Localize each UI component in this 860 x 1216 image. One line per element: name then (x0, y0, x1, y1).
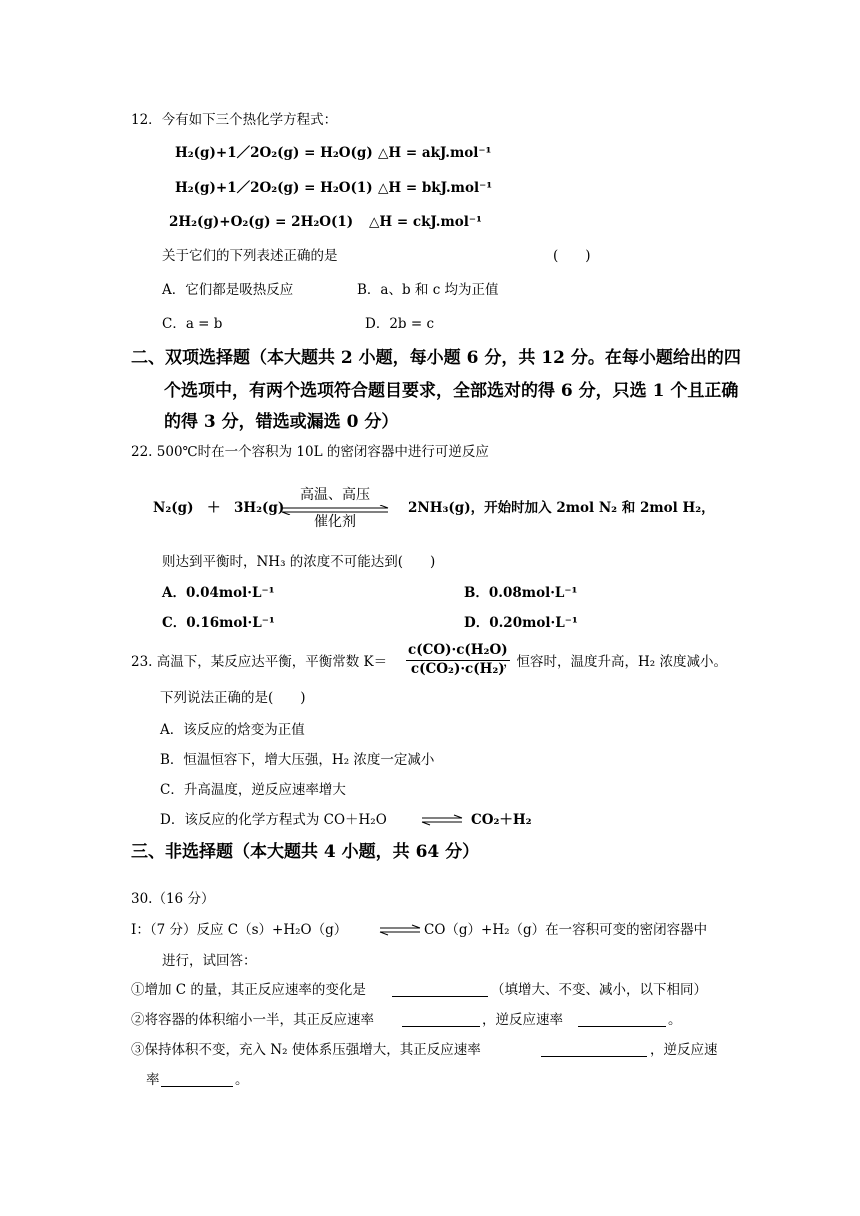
q30-item-2-middle: ，逆反应速率 (482, 1012, 563, 1028)
q30-item-1-suffix: （填增大、不变、减小，以下相同） (491, 982, 707, 998)
q23-option-d-products: CO₂＋H₂ (471, 812, 532, 828)
q12-equation-2: H₂(g)+1／2O₂(g) = H₂O(1) (175, 180, 373, 196)
q22-stem: 22. 500℃时在一个容积为 10L 的密闭容器中进行可逆反应 (131, 444, 489, 460)
q23-stem-suffix: ，恒容时，温度升高，H₂ 浓度减小。 (503, 654, 727, 670)
section-2-heading-line-2: 个选项中，有两个选项符合题目要求，全部选对的得 6 分，只选 1 个且正确 (164, 381, 739, 401)
q22-condition-top: 高温、高压 (300, 487, 370, 503)
q23-option-d-prefix: D．该反应的化学方程式为 CO＋H₂O (160, 812, 387, 828)
q22-reactants: N₂(g) ＋ 3H₂(g) (153, 500, 285, 516)
q22-question: 则达到平衡时，NH₃ 的浓度不可能达到( ) (162, 554, 436, 570)
q12-option-a: A．它们都是吸热反应 (162, 282, 294, 298)
q30-item-3-prefix: ③保持体积不变，充入 N₂ 使体系压强增大，其正反应速率 (131, 1042, 481, 1058)
q23-fraction-denominator: c(CO₂)·c(H₂) (410, 660, 505, 677)
q30-item-2-suffix: 。 (668, 1012, 682, 1028)
q30-item-2-reverse-rate-blank[interactable] (578, 1014, 666, 1027)
q12-equation-3-enthalpy: △H = ckJ.mol⁻¹ (369, 214, 482, 230)
q30-item-3-middle: ，逆反应速 (650, 1042, 718, 1058)
q30-item-3-continued: 率 (146, 1072, 160, 1088)
q12-answer-bracket: ( ) (553, 248, 591, 264)
reversible-arrow-icon (378, 924, 422, 936)
q22-option-a: A．0.04mol·L⁻¹ (162, 585, 275, 601)
q30-item-1-prefix: ①增加 C 的量，其正反应速率的变化是 (131, 982, 366, 998)
q22-option-b: B．0.08mol·L⁻¹ (464, 585, 578, 601)
q30-item-1-answer-blank[interactable] (392, 984, 488, 997)
q23-equilibrium-fraction (406, 644, 510, 676)
q12-option-d: D．2b = c (365, 316, 435, 332)
q23-stem-prefix: 23. 高温下，某反应达平衡，平衡常数 K＝ (131, 654, 388, 670)
q30-item-3-forward-rate-blank[interactable] (541, 1044, 647, 1057)
q22-products: 2NH₃(g)，开始时加入 2mol N₂ 和 2mol H₂， (408, 500, 715, 516)
q12-option-b: B．a、b 和 c 均为正值 (357, 282, 499, 298)
q12-equation-1: H₂(g)+1／2O₂(g) = H₂O(g) (175, 145, 373, 161)
q23-fraction-numerator: c(CO)·c(H₂O) (406, 644, 510, 661)
q23-option-c: C．升高温度，逆反应速率增大 (160, 782, 346, 798)
q30-item-3-suffix: 。 (235, 1072, 249, 1088)
q12-equation-3: 2H₂(g)+O₂(g) = 2H₂O(1) (169, 214, 354, 230)
q30-stem: 30.（16 分） (131, 891, 215, 907)
q12-question: 关于它们的下列表述正确的是 (162, 248, 338, 264)
q12-equation-1-enthalpy: △H = akJ.mol⁻¹ (378, 145, 492, 161)
q12-option-c: C．a = b (162, 316, 223, 332)
q30-part1-continued: 进行，试回答： (162, 953, 257, 969)
q30-item-3-reverse-rate-blank[interactable] (161, 1074, 233, 1087)
section-3-heading: 三、非选择题（本大题共 4 小题，共 64 分） (131, 842, 480, 862)
q22-condition-bottom: 催化剂 (314, 514, 356, 530)
section-2-heading-line-3: 的得 3 分，错选或漏选 0 分） (164, 412, 399, 432)
reversible-arrow-icon (420, 814, 464, 826)
q12-equation-2-enthalpy: △H = bkJ.mol⁻¹ (378, 180, 493, 196)
q30-item-2-forward-rate-blank[interactable] (402, 1014, 480, 1027)
q23-question: 下列说法正确的是( ) (160, 690, 306, 706)
q30-item-2-prefix: ②将容器的体积缩小一半，其正反应速率 (131, 1012, 374, 1028)
q12-stem: 12．今有如下三个热化学方程式： (131, 112, 338, 128)
q22-option-c: C．0.16mol·L⁻¹ (162, 615, 275, 631)
q23-option-a: A．该反应的焓变为正值 (160, 722, 305, 738)
q22-reaction-arrow (280, 488, 390, 532)
q30-part1-suffix: CO（g）+H₂（g）在一容积可变的密闭容器中 (424, 922, 708, 938)
q22-option-d: D．0.20mol·L⁻¹ (464, 615, 578, 631)
section-2-heading-line-1: 二、双项选择题（本大题共 2 小题，每小题 6 分，共 12 分。在每小题给出的四 (131, 348, 741, 368)
q23-option-b: B．恒温恒容下，增大压强，H₂ 浓度一定减小 (160, 752, 435, 768)
q30-part1-prefix: Ⅰ：（7 分）反应 C（s）+H₂O（g） (131, 922, 348, 938)
